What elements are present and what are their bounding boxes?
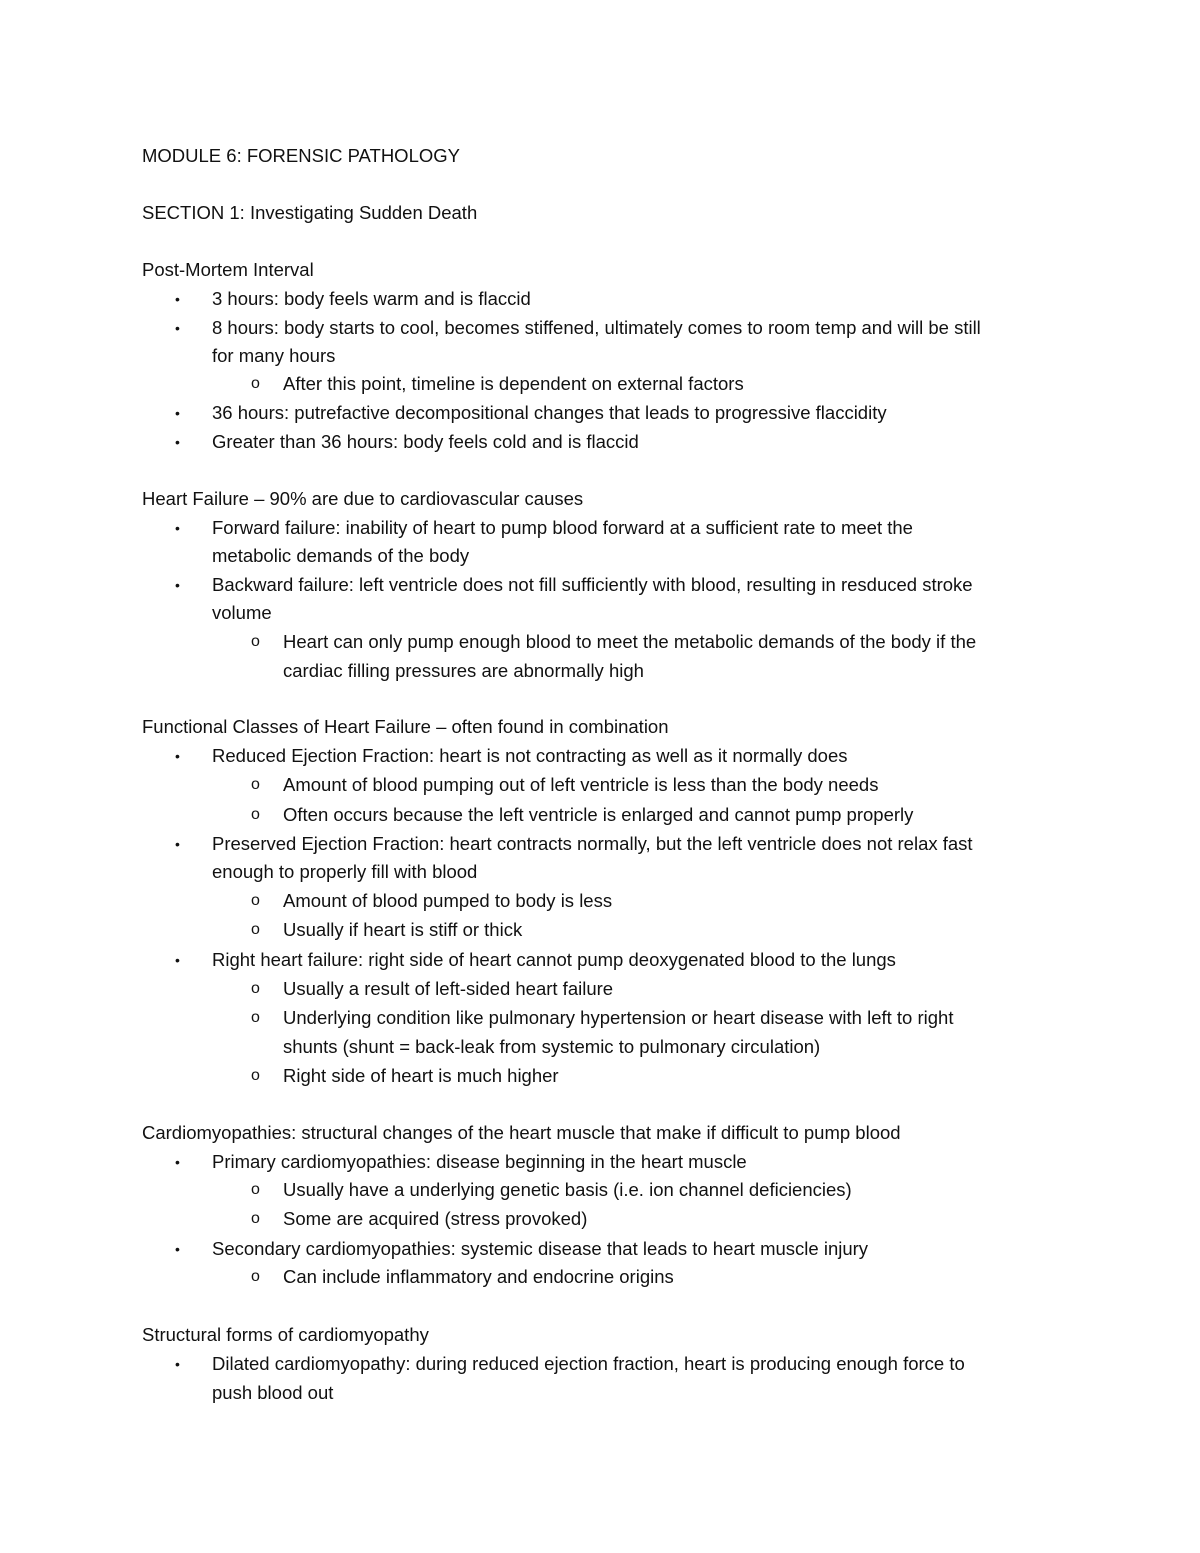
bullet-icon: • [175, 836, 180, 852]
section-heading: SECTION 1: Investigating Sudden Death [142, 202, 478, 223]
sub-bullet-icon: o [251, 776, 260, 793]
cardiomyopathies-heading: Cardiomyopathies: structural changes of the heart muscle that make if difficult to pump blood [142, 1122, 901, 1143]
sub-list-item: Usually a result of left-sided heart failure [283, 978, 614, 999]
sub-bullet-icon: o [251, 806, 260, 823]
sub-list-item: Right side of heart is much higher [283, 1065, 559, 1086]
list-item: 3 hours: body feels warm and is flaccid [212, 288, 531, 309]
functional-classes-heading: Functional Classes of Heart Failure – often found in combination [142, 716, 669, 737]
bullet-icon: • [175, 952, 180, 968]
sub-bullet-icon: o [251, 892, 260, 909]
list-item: 8 hours: body starts to cool, becomes stiffened, ultimately comes to room temp and will be still [212, 317, 981, 338]
sub-bullet-icon: o [251, 1009, 260, 1026]
sub-bullet-icon: o [251, 375, 260, 392]
list-item: Primary cardiomyopathies: disease beginning in the heart muscle [212, 1151, 747, 1172]
list-item: Secondary cardiomyopathies: systemic disease that leads to heart muscle injury [212, 1238, 869, 1259]
list-item-continuation: volume [212, 602, 272, 623]
sub-bullet-icon: o [251, 633, 260, 650]
list-item: 36 hours: putrefactive decompositional changes that leads to progressive flaccidity [212, 402, 887, 423]
bullet-icon: • [175, 748, 180, 764]
sub-list-item: Amount of blood pumped to body is less [283, 890, 613, 911]
list-item: Backward failure: left ventricle does not fill sufficiently with blood, resulting in resduced stroke [212, 574, 973, 595]
sub-list-item: Often occurs because the left ventricle is enlarged and cannot pump properly [283, 804, 914, 825]
bullet-icon: • [175, 291, 180, 307]
sub-list-item-continuation: shunts (shunt = back-leak from systemic to pulmonary circulation) [283, 1036, 821, 1057]
list-item-continuation: enough to properly fill with blood [212, 861, 478, 882]
bullet-icon: • [175, 520, 180, 536]
bullet-icon: • [175, 577, 180, 593]
sub-list-item-continuation: cardiac filling pressures are abnormally high [283, 660, 644, 681]
list-item: Reduced Ejection Fraction: heart is not contracting as well as it normally does [212, 745, 848, 766]
sub-bullet-icon: o [251, 1268, 260, 1285]
sub-list-item: Amount of blood pumping out of left ventricle is less than the body needs [283, 774, 879, 795]
pmi-heading: Post-Mortem Interval [142, 259, 314, 280]
sub-bullet-icon: o [251, 1210, 260, 1227]
sub-list-item: After this point, timeline is dependent on external factors [283, 373, 744, 394]
sub-bullet-icon: o [251, 1067, 260, 1084]
bullet-icon: • [175, 434, 180, 450]
bullet-icon: • [175, 405, 180, 421]
sub-bullet-icon: o [251, 921, 260, 938]
sub-list-item: Can include inflammatory and endocrine origins [283, 1266, 674, 1287]
heart-failure-heading: Heart Failure – 90% are due to cardiovascular causes [142, 488, 584, 509]
list-item: Forward failure: inability of heart to pump blood forward at a sufficient rate to meet the [212, 517, 913, 538]
sub-list-item: Underlying condition like pulmonary hypertension or heart disease with left to right [283, 1007, 954, 1028]
list-item: Right heart failure: right side of heart cannot pump deoxygenated blood to the lungs [212, 949, 896, 970]
list-item: Greater than 36 hours: body feels cold and is flaccid [212, 431, 639, 452]
sub-list-item: Some are acquired (stress provoked) [283, 1208, 588, 1229]
list-item: Preserved Ejection Fraction: heart contracts normally, but the left ventricle does not relax fast [212, 833, 973, 854]
list-item-continuation: for many hours [212, 345, 336, 366]
sub-list-item: Heart can only pump enough blood to meet the metabolic demands of the body if the [283, 631, 977, 652]
sub-bullet-icon: o [251, 980, 260, 997]
sub-list-item: Usually have a underlying genetic basis (i.e. ion channel deficiencies) [283, 1179, 852, 1200]
structural-forms-heading: Structural forms of cardiomyopathy [142, 1324, 429, 1345]
bullet-icon: • [175, 320, 180, 336]
document-title: MODULE 6: FORENSIC PATHOLOGY [142, 145, 460, 166]
list-item-continuation: metabolic demands of the body [212, 545, 470, 566]
sub-bullet-icon: o [251, 1181, 260, 1198]
bullet-icon: • [175, 1154, 180, 1170]
list-item-continuation: push blood out [212, 1382, 334, 1403]
bullet-icon: • [175, 1356, 180, 1372]
bullet-icon: • [175, 1241, 180, 1257]
sub-list-item: Usually if heart is stiff or thick [283, 919, 523, 940]
list-item: Dilated cardiomyopathy: during reduced ejection fraction, heart is producing enough force to [212, 1353, 965, 1374]
